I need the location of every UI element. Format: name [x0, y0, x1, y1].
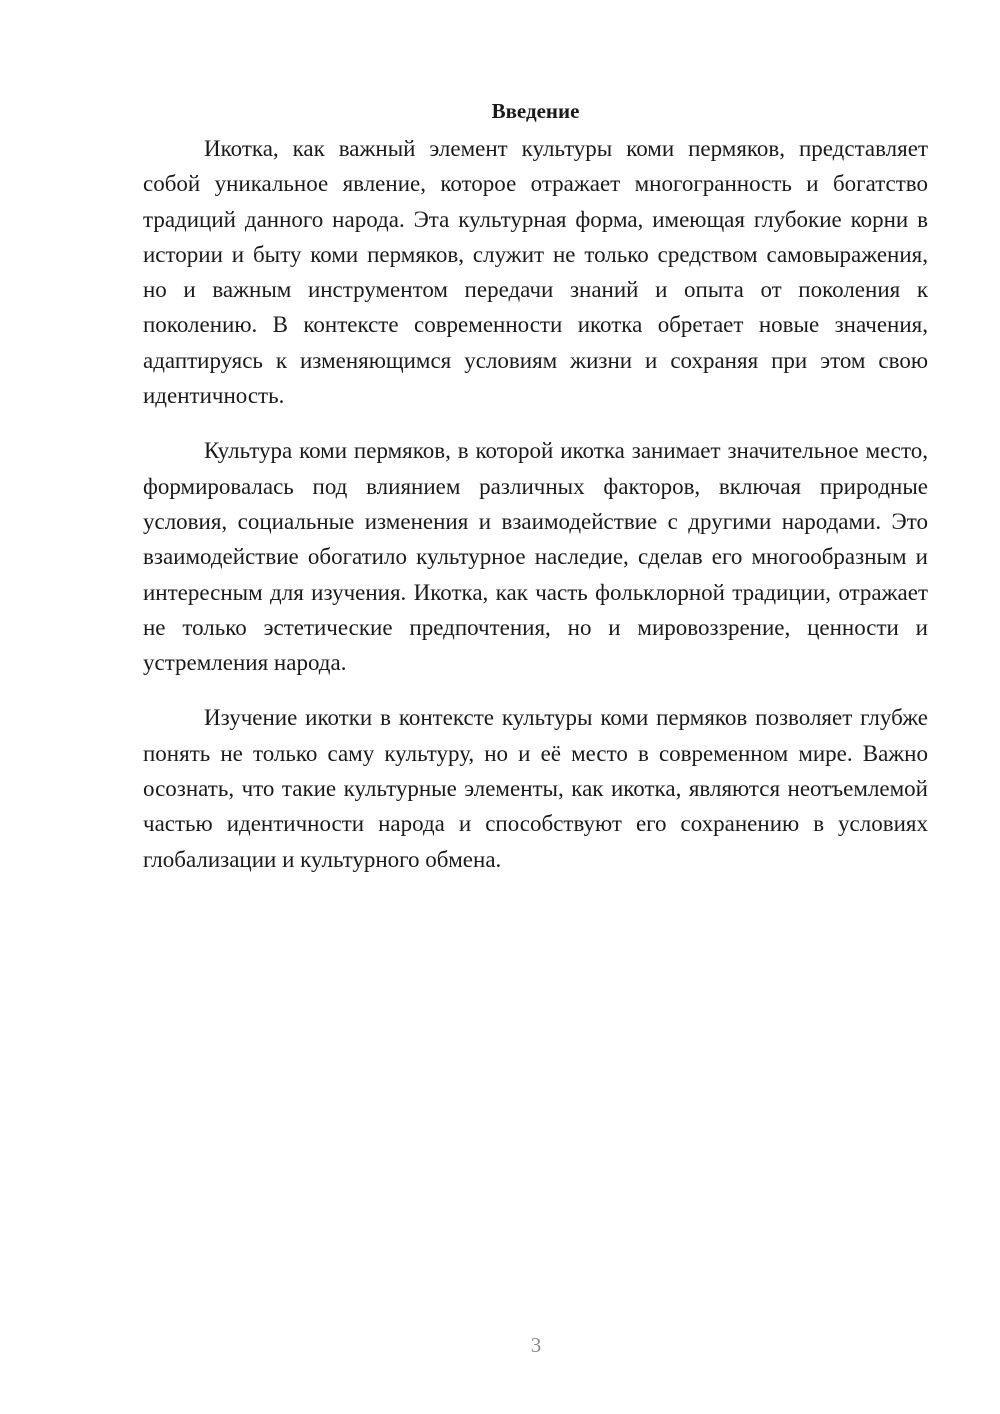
page-content: [143, 96, 928, 897]
page-number: 3: [530, 1333, 542, 1357]
paragraph-3: Изучение икотки в контексте культуры коми пермяков позволяет глубже понять не только саму культуру, но и её место в современном мире. Важно осознать, что такие культурные элементы, как икотка, являются неотъемлемой частью идентичности народа и способствуют его сохранению в условиях глобализации и культурного обмена.: [143, 705, 928, 872]
paragraph-1: Икотка, как важный элемент культуры коми пермяков, представляет собой уникальное явление, которое отражает многогранность и богатство традиций данного народа. Эта культурная форма, имеющая глубокие корни в истории и быту коми пермяков, служит не только средством самовыражения, но и важным инструментом передачи знаний и опыта от поколения к поколению. В контексте современности икотка обретает новые значения, адаптируясь к изменяющимся условиям жизни и сохраняя при этом свою идентичность.: [143, 136, 928, 409]
section-heading: Введение: [491, 99, 580, 123]
paragraph-2: Культура коми пермяков, в которой икотка занимает значительное место, формировалась под влиянием различных факторов, включая природные условия, социальные изменения и взаимодействие с другими народами. Это взаимодействие обогатило культурное наследие, сделав его многообразным и интересным для изучения. Икотка, как часть фольклорной традиции, отражает не только эстетические предпочтения, но и мировоззрение, ценности и устремления народа.: [143, 438, 928, 676]
